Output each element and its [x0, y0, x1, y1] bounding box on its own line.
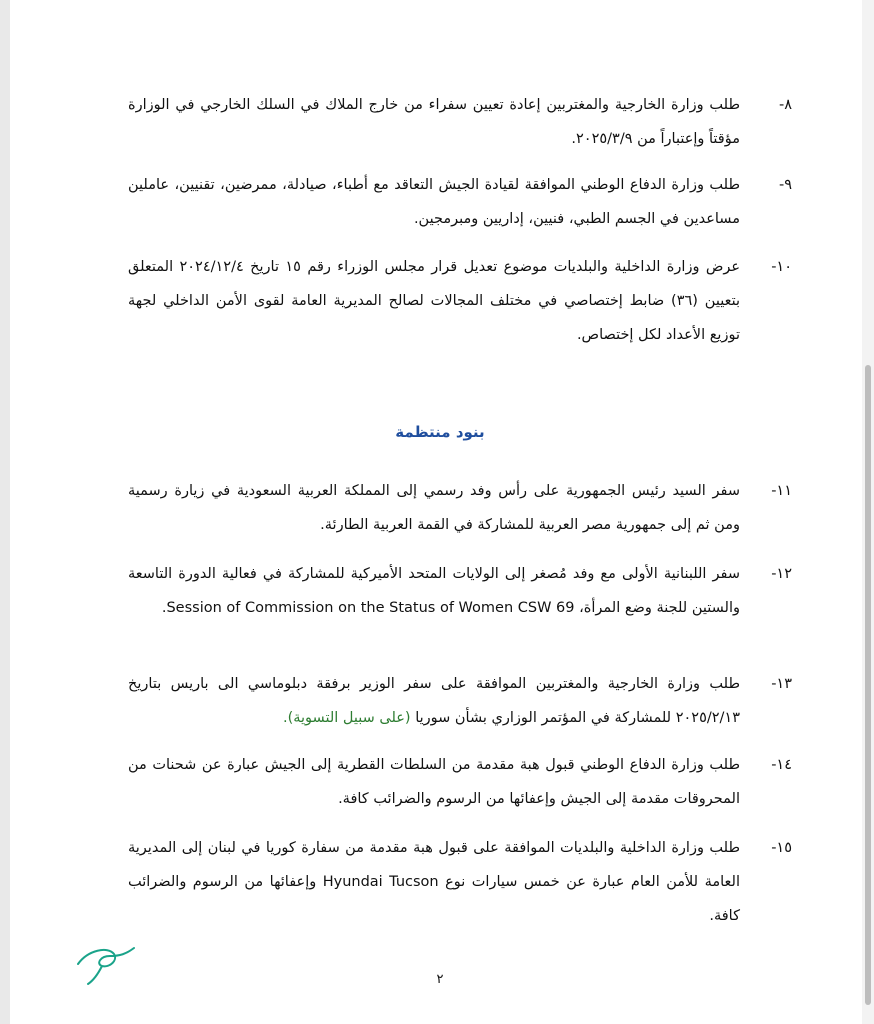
list-item-8: [128, 88, 792, 156]
page-number: ٢: [436, 972, 444, 987]
item-number: ٨-: [778, 97, 792, 113]
item-text: سفر اللبنانية الأولى مع وفد مُصغر إلى الولايات المتحد الأميركية للمشاركة في فعالية الدورة التاسعة والستين للجنة وضع المرأة، 69 Session of Commission on the Status of Women CSW.: [128, 566, 740, 616]
list-item-14: [128, 748, 792, 816]
list-item-15: [128, 831, 792, 933]
item-text: طلب وزارة الدفاع الوطني الموافقة لقيادة الجيش التعاقد مع أطباء، صيادلة، ممرضين، تقنيين، عاملين مساعدين في الجسم الطبي، فنيين، إداريين ومبرمجين.: [128, 177, 740, 227]
list-item-9: [128, 168, 792, 236]
list-item-13: [128, 667, 792, 735]
item-text: طلب وزارة الدفاع الوطني قبول هبة مقدمة من السلطات القطرية إلى الجيش عبارة عن شحنات من المحروقات مقدمة إلى الجيش وإعفائها من الرسوم والضرائب كافة.: [128, 757, 740, 807]
item-number: ١٣-: [771, 676, 792, 692]
item-text: طلب وزارة الداخلية والبلديات الموافقة على قبول هبة مقدمة من سفارة كوريا في لبنان إلى المديرية العامة للأمن العام عبارة عن خمس سيارات نوع Hyundai Tucson وإعفائها من الرسوم والضرائب كافة.: [128, 840, 740, 924]
signature-mark: [74, 942, 138, 988]
list-item-11: [128, 474, 792, 542]
settlement-note: (على سبيل التسوية).: [282, 710, 411, 726]
list-item-10: [128, 250, 792, 352]
item-number: ١٢-: [771, 566, 792, 582]
document-page: [10, 0, 862, 1024]
item-number: ١٠-: [771, 259, 792, 275]
list-item-12: [128, 557, 792, 625]
scrollbar-thumb[interactable]: [865, 365, 871, 1005]
section-heading: بنود منتظمة: [395, 423, 485, 441]
item-number: ٩-: [778, 177, 792, 193]
item-text: طلب وزارة الخارجية والمغتربين الموافقة على سفر الوزير برفقة دبلوماسي الى باريس بتاريخ ٢٠٢٥/٢/١٣ للمشاركة في المؤتمر الوزاري بشأن سوريا: [128, 676, 740, 726]
item-number: ١١-: [771, 483, 792, 499]
item-number: ١٤-: [771, 757, 792, 773]
item-text: سفر السيد رئيس الجمهورية على رأس وفد رسمي إلى المملكة العربية السعودية في زيارة رسمية ومن ثم إلى جمهورية مصر العربية للمشاركة في القمة العربية الطارئة.: [128, 483, 740, 533]
item-number: ١٥-: [771, 840, 792, 856]
item-text: عرض وزارة الداخلية والبلديات موضوع تعديل قرار مجلس الوزراء رقم ١٥ تاريخ ٢٠٢٤/١٢/٤ المتعلق بتعيين (٣٦) ضابط إختصاصي في مختلف المجالات لصالح المديرية العامة لقوى الأمن الداخلي لجهة توزيع الأعداد لكل إختصاص.: [128, 259, 741, 343]
scrollbar[interactable]: [862, 0, 874, 1024]
item-text: طلب وزارة الخارجية والمغتربين إعادة تعيين سفراء من خارج الملاك في السلك الخارجي في الوزارة مؤقتاً وإعتباراً من ٢٠٢٥/٣/٩.: [128, 97, 740, 147]
